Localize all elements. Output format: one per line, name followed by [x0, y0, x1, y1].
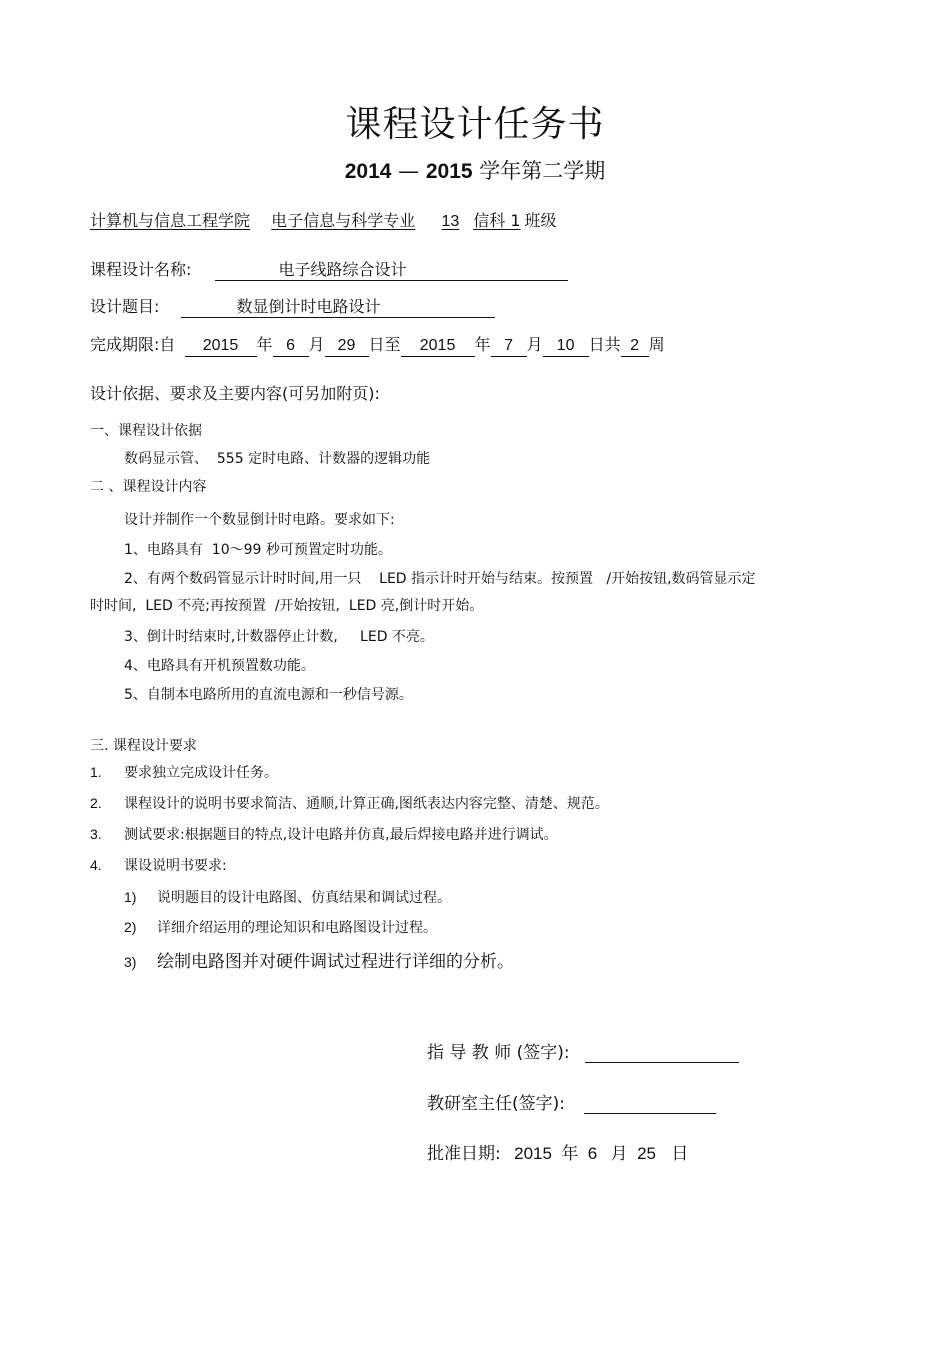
week-char: 周 — [648, 335, 665, 354]
subitem-number: 2) — [124, 919, 137, 935]
period-label: 完成期限:自 — [90, 335, 176, 354]
term-dash: — — [398, 159, 420, 183]
academic-term — [0, 155, 950, 185]
director-label: 教研室主任(签字): — [427, 1094, 565, 1114]
approval-year-char: 年 — [561, 1144, 579, 1164]
document-title: 课程设计任务书 — [345, 104, 605, 145]
subitem-number: 1) — [124, 889, 137, 905]
subitem-text: 说明题目的设计电路图、仿真结果和调试过程。 — [157, 890, 451, 906]
item-text: 测试要求:根据题目的特点,设计电路并仿真,最后焊接电路并进行调试。 — [124, 827, 558, 843]
section3-item — [90, 824, 558, 844]
advisor-signature-line — [585, 1044, 739, 1063]
class-name: 信科 1 — [473, 211, 521, 230]
subitem-number: 3) — [124, 954, 137, 970]
section2-heading: 二 、课程设计内容 — [90, 479, 207, 495]
item-number: 2. — [90, 795, 102, 811]
section1-heading: 一、课程设计依据 — [90, 423, 202, 439]
subitem-text: 绘制电路图并对硬件调试过程进行详细的分析。 — [157, 952, 514, 972]
basis-heading: 设计依据、要求及主要内容(可另加附页): — [90, 384, 380, 403]
section3-heading: 三. 课程设计要求 — [90, 738, 197, 754]
section2-item-4: 4、电路具有开机预置数功能。 — [124, 658, 315, 674]
end-year-char: 年 — [474, 335, 491, 354]
advisor-label: 指 导 教 师 (签字): — [427, 1043, 570, 1063]
approval-date-row — [427, 1139, 688, 1164]
topic-label: 设计题目: — [90, 297, 160, 316]
item-number: 4. — [90, 857, 102, 873]
director-signature-line — [584, 1095, 716, 1114]
item-text: 课程设计的说明书要求简洁、通顺,计算正确,图纸表达内容完整、清楚、规范。 — [124, 796, 609, 812]
advisor-signature-row — [427, 1038, 739, 1063]
major-name: 电子信息与科学专业 — [271, 211, 416, 230]
section3-subitem — [124, 887, 451, 907]
section2-item-2-line2: 时时间, LED 不亮;再按预置 /开始按钮, LED 亮,倒计时开始。 — [90, 598, 484, 614]
term-year-end: 2015 — [425, 160, 473, 183]
header-line — [90, 208, 557, 231]
section3-subitem — [124, 947, 514, 972]
item-number: 3. — [90, 826, 102, 842]
class-number: 13 — [441, 213, 460, 230]
term-suffix: 学年第二学期 — [479, 159, 606, 183]
end-year: 2015 — [401, 336, 475, 357]
section3-subitem — [124, 917, 437, 937]
item-text: 要求独立完成设计任务。 — [124, 765, 278, 781]
class-suffix: 班级 — [524, 211, 557, 230]
section2-item-1: 1、电路具有 10～99 秒可预置定时功能。 — [124, 542, 392, 558]
section2-intro: 设计并制作一个数显倒计时电路。要求如下: — [124, 512, 395, 528]
section2-item-3: 3、倒计时结束时,计数器停止计数, LED 不亮。 — [124, 629, 434, 645]
course-name-value: 电子线路综合设计 — [278, 260, 407, 279]
item-text: 课设说明书要求: — [124, 858, 227, 874]
section3-item — [90, 855, 227, 875]
section1-text: 数码显示管、 555 定时电路、计数器的逻辑功能 — [124, 451, 431, 467]
term-year-start: 2014 — [344, 160, 392, 183]
approval-label: 批准日期: — [427, 1144, 501, 1164]
start-day: 29 — [325, 336, 369, 357]
course-name-label: 课程设计名称: — [90, 260, 192, 279]
approval-year: 2015 — [514, 1144, 552, 1163]
start-year-char: 年 — [256, 335, 273, 354]
day-to: 日至 — [368, 335, 401, 354]
course-name-row — [90, 257, 568, 281]
end-month: 7 — [491, 336, 527, 357]
topic-value: 数显倒计时电路设计 — [236, 297, 381, 316]
college-name: 计算机与信息工程学院 — [90, 211, 251, 230]
section3-item — [90, 793, 609, 813]
item-number: 1. — [90, 764, 102, 780]
start-month-char: 月 — [308, 335, 325, 354]
approval-month: 6 — [587, 1144, 598, 1163]
period-row — [90, 332, 665, 357]
approval-day-char: 日 — [671, 1144, 689, 1164]
end-day: 10 — [543, 336, 589, 357]
day-total: 日共 — [588, 335, 621, 354]
end-month-char: 月 — [526, 335, 543, 354]
start-month: 6 — [273, 336, 309, 357]
section2-item-5: 5、自制本电路所用的直流电源和一秒信号源。 — [124, 687, 413, 703]
topic-field — [181, 297, 495, 318]
weeks: 2 — [621, 336, 649, 357]
topic-row — [90, 294, 495, 318]
start-year: 2015 — [185, 336, 257, 357]
director-signature-row — [427, 1089, 716, 1114]
section2-item-2-line1: 2、有两个数码管显示计时时间,用一只 LED 指示计时开始与结束。按预置 /开始按钮,数码管显示定 — [124, 571, 756, 587]
section3-item — [90, 762, 278, 782]
subitem-text: 详细介绍运用的理论知识和电路图设计过程。 — [157, 920, 437, 936]
approval-day: 25 — [637, 1144, 656, 1163]
course-name-field — [215, 260, 568, 281]
approval-month-char: 月 — [610, 1144, 628, 1164]
